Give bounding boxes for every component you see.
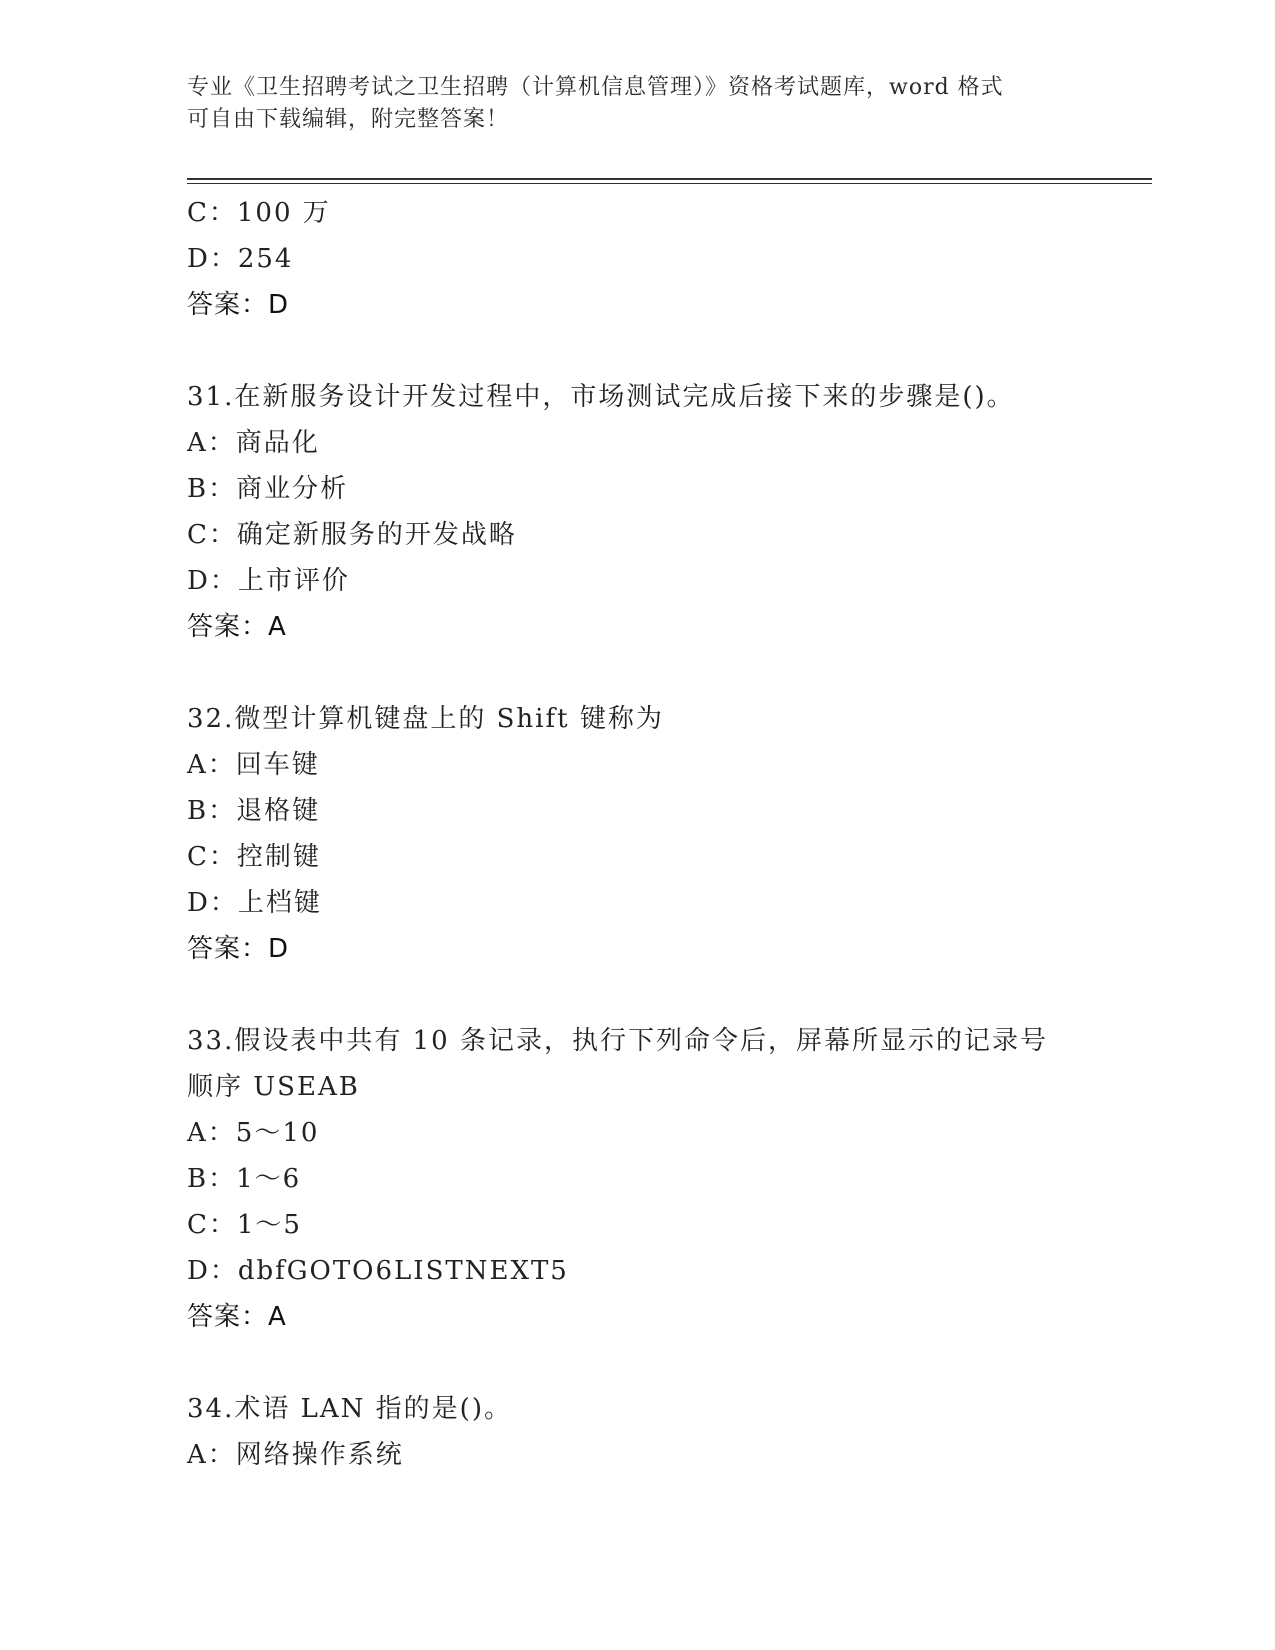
option-d: D：254 — [187, 244, 294, 274]
question-33 — [187, 1018, 1087, 1340]
question-31 — [187, 374, 1087, 650]
spacer — [187, 328, 1087, 374]
document-header — [187, 72, 1087, 136]
question-34 — [187, 1386, 1087, 1478]
option-b: B：1～6 — [187, 1164, 302, 1194]
answer-line: 答案：D — [187, 290, 290, 320]
option-a: A：5～10 — [187, 1118, 320, 1148]
answer-line: 答案：A — [187, 1302, 287, 1332]
question-stem-line-1: 33.假设表中共有 10 条记录，执行下列命令后，屏幕所显示的记录号 — [187, 1026, 1048, 1056]
header-divider-thick — [187, 178, 1152, 180]
spacer — [187, 650, 1087, 696]
option-c: C：1～5 — [187, 1210, 302, 1240]
question-stem: 31.在新服务设计开发过程中，市场测试完成后接下来的步骤是()。 — [187, 382, 1015, 412]
option-b: B：退格键 — [187, 796, 321, 826]
question-30-continued — [187, 190, 1087, 328]
question-stem-line-2: 顺序 USEAB — [187, 1072, 360, 1102]
spacer — [187, 972, 1087, 1018]
question-stem: 32.微型计算机键盘上的 Shift 键称为 — [187, 704, 664, 734]
answer-line: 答案：D — [187, 934, 290, 964]
option-a: A：商品化 — [187, 428, 320, 458]
spacer — [187, 1340, 1087, 1386]
header-title-line-1: 专业《卫生招聘考试之卫生招聘（计算机信息管理）》资格考试题库，word 格式 — [187, 75, 1004, 100]
header-divider-thin — [187, 183, 1152, 184]
question-content — [187, 190, 1087, 1478]
option-a: A：网络操作系统 — [187, 1440, 404, 1470]
option-d: D：上市评价 — [187, 566, 350, 596]
option-c: C：确定新服务的开发战略 — [187, 520, 517, 550]
option-d: D：上档键 — [187, 888, 322, 918]
question-32 — [187, 696, 1087, 972]
option-c: C：控制键 — [187, 842, 321, 872]
option-b: B：商业分析 — [187, 474, 349, 504]
option-c: C：100 万 — [187, 198, 331, 228]
header-title-line-2: 可自由下载编辑，附完整答案！ — [187, 107, 510, 132]
question-stem: 34.术语 LAN 指的是()。 — [187, 1394, 512, 1424]
option-d: D：dbfGOTO6LISTNEXT5 — [187, 1256, 569, 1286]
option-a: A：回车键 — [187, 750, 320, 780]
answer-line: 答案：A — [187, 612, 287, 642]
